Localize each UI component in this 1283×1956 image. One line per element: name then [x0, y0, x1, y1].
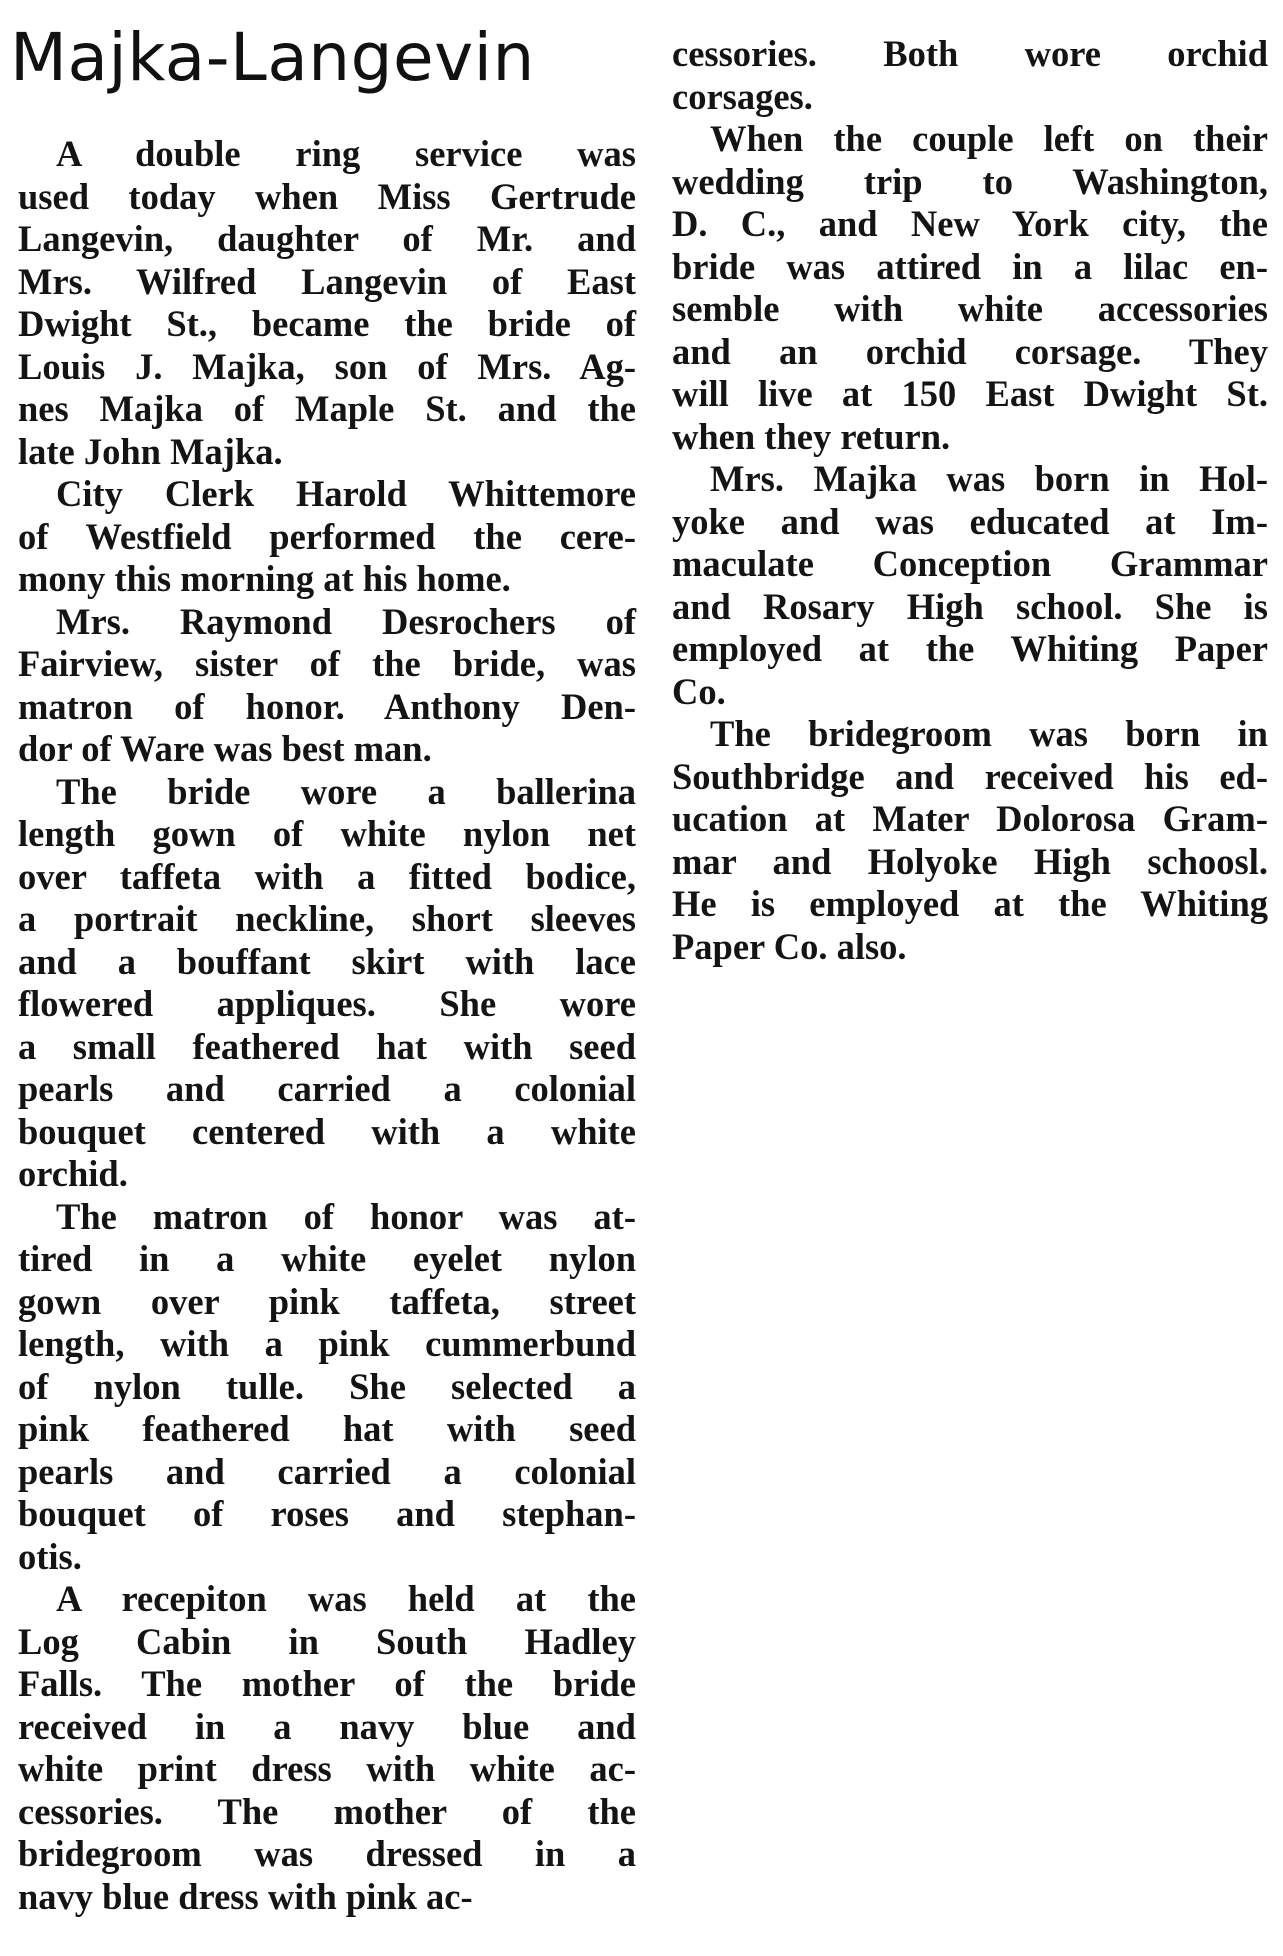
text-line: white print dress with white ac-	[18, 1748, 636, 1789]
text-line: navy blue dress with pink ac-	[18, 1875, 473, 1917]
text-line: orchid.	[18, 1153, 128, 1194]
text-line: gown over pink taffeta, street	[18, 1280, 636, 1322]
text-line: a small feathered hat with seed	[18, 1025, 636, 1067]
text-line: The matron of honor was at-	[56, 1195, 636, 1237]
left-column	[18, 133, 636, 1918]
text-line: D. C., and New York city, the	[672, 203, 1268, 244]
right-column	[672, 33, 1268, 968]
left-column-paragraph	[18, 601, 636, 771]
text-line: The bridegroom was born in	[710, 713, 1268, 754]
right-column-paragraph	[672, 458, 1268, 713]
text-line: cessories. The mother of the	[18, 1790, 636, 1832]
text-line: received in a navy blue and	[18, 1705, 636, 1747]
text-line: bridegroom was dressed in a	[18, 1833, 636, 1874]
text-line: employed at the Whiting Paper	[672, 628, 1268, 669]
text-line: length gown of white nylon net	[18, 813, 636, 854]
headline: Majka-Langevin	[10, 19, 535, 96]
text-line: Mrs. Majka was born in Hol-	[710, 458, 1268, 499]
text-line: a portrait neckline, short sleeves	[18, 898, 636, 939]
text-line: mar and Holyoke High schoosl.	[672, 840, 1268, 882]
text-line: used today when Miss Gertrude	[18, 175, 636, 217]
text-line: and an orchid corsage. They	[672, 330, 1268, 372]
text-line: pearls and carried a colonial	[18, 1450, 636, 1492]
text-line: semble with white accessories	[672, 288, 1268, 329]
text-line: maculate Conception Grammar	[672, 543, 1268, 584]
text-line: Mrs. Raymond Desrochers of	[56, 600, 636, 642]
text-line: and a bouffant skirt with lace	[18, 940, 636, 982]
text-line: Langevin, daughter of Mr. and	[18, 218, 636, 259]
text-line: dor of Ware was best man.	[18, 728, 432, 769]
right-column-paragraph	[672, 713, 1268, 968]
text-line: Mrs. Wilfred Langevin of East	[18, 260, 636, 302]
text-line: A recepiton was held at the	[56, 1578, 636, 1619]
right-column-paragraph	[672, 118, 1268, 458]
left-column-paragraph	[18, 1578, 636, 1918]
text-line: when they return.	[672, 415, 951, 457]
text-line: Falls. The mother of the bride	[18, 1663, 636, 1704]
text-line: Southbridge and received his ed-	[672, 755, 1268, 797]
left-column-paragraph	[18, 1196, 636, 1579]
text-line: bouquet of roses and stephan-	[18, 1493, 636, 1534]
text-line: otis.	[18, 1535, 82, 1577]
text-line: of Westfield performed the cere-	[18, 515, 636, 557]
text-line: City Clerk Harold Whittemore	[56, 473, 636, 514]
text-line: The bride wore a ballerina	[56, 770, 636, 812]
text-line: matron of honor. Anthony Den-	[18, 685, 636, 727]
text-line: pink feathered hat with seed	[18, 1408, 636, 1449]
text-line: cessories. Both wore orchid	[672, 33, 1268, 74]
text-line: Paper Co. also.	[672, 925, 907, 967]
text-line: length, with a pink cummerbund	[18, 1323, 636, 1364]
text-line: Louis J. Majka, son of Mrs. Ag-	[18, 345, 636, 387]
text-line: bride was attired in a lilac en-	[672, 245, 1268, 287]
text-line: bouquet centered with a white	[18, 1110, 636, 1152]
left-column-paragraph	[18, 771, 636, 1196]
text-line: A double ring service was	[56, 133, 636, 174]
text-line: Log Cabin in South Hadley	[18, 1620, 636, 1662]
text-line: tired in a white eyelet nylon	[18, 1238, 636, 1279]
text-line: He is employed at the Whiting	[672, 883, 1268, 924]
text-line: wedding trip to Washington,	[672, 160, 1268, 202]
text-line: over taffeta with a fitted bodice,	[18, 855, 636, 897]
text-line: Co.	[672, 670, 726, 712]
text-line: and Rosary High school. She is	[672, 585, 1268, 627]
text-line: corsages.	[672, 75, 813, 117]
left-column-paragraph	[18, 473, 636, 601]
text-line: of nylon tulle. She selected a	[18, 1365, 636, 1407]
text-line: Dwight St., became the bride of	[18, 303, 636, 344]
text-line: flowered appliques. She wore	[18, 983, 636, 1024]
text-line: ucation at Mater Dolorosa Gram-	[672, 798, 1268, 839]
text-line: will live at 150 East Dwight St.	[672, 373, 1268, 414]
left-column-paragraph	[18, 133, 636, 473]
text-line: yoke and was educated at Im-	[672, 500, 1268, 542]
right-column-paragraph	[672, 33, 1268, 118]
text-line: mony this morning at his home.	[18, 558, 511, 599]
text-line: When the couple left on their	[710, 118, 1268, 159]
text-line: nes Majka of Maple St. and the	[18, 388, 636, 429]
text-line: pearls and carried a colonial	[18, 1068, 636, 1109]
text-line: late John Majka.	[18, 430, 283, 472]
text-line: Fairview, sister of the bride, was	[18, 643, 636, 684]
